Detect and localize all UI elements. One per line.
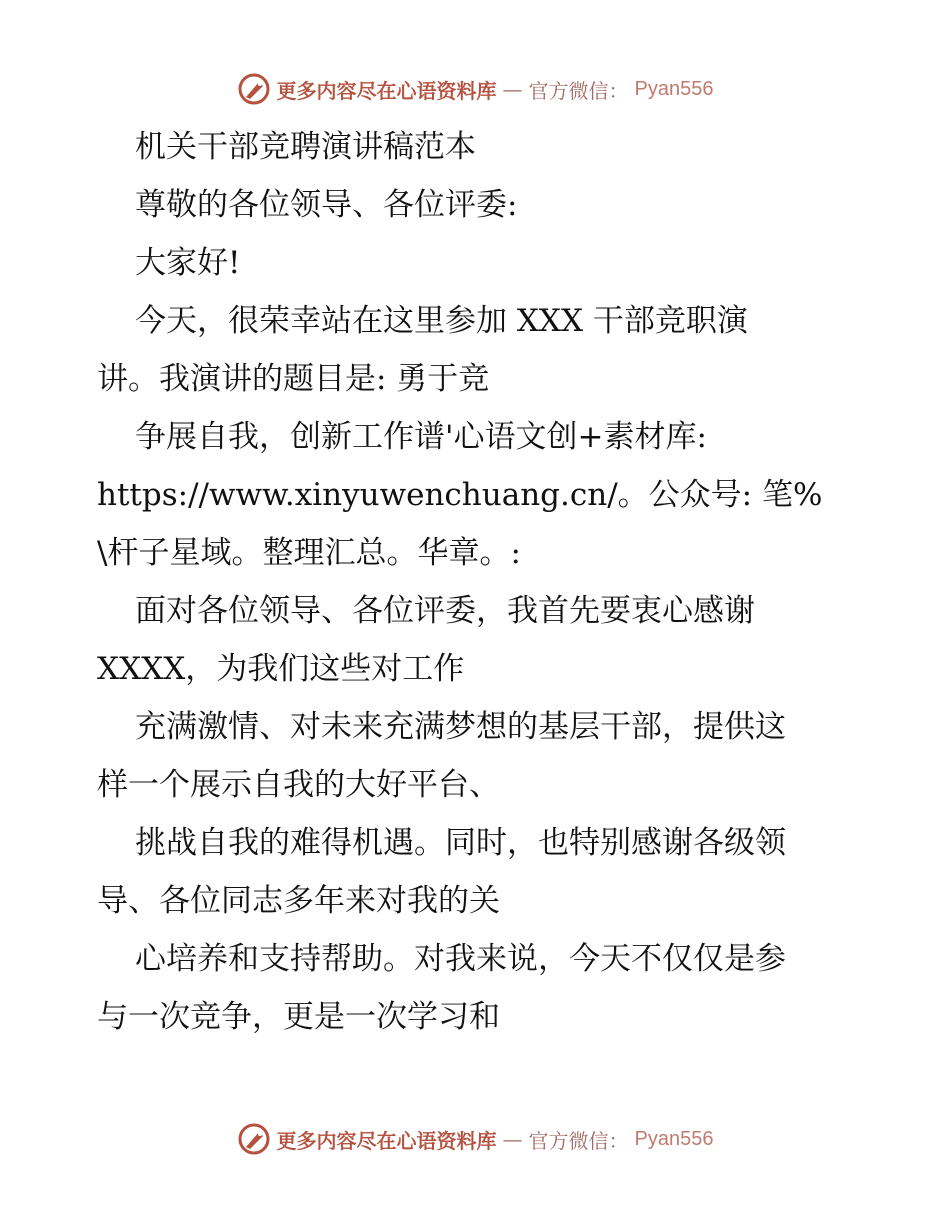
footer-watermark (0, 1122, 950, 1156)
watermark-separator: — (502, 77, 523, 101)
document-body (97, 118, 887, 1046)
document-title: 机关干部竞聘演讲稿范本 (135, 129, 476, 165)
paragraph-line: 争展自我，创新工作谱'心语文创+素材库: (135, 419, 707, 455)
paragraph-line: XXXX，为我们这些对工作 (97, 651, 465, 687)
pen-logo-icon (237, 1122, 271, 1156)
salutation: 尊敬的各位领导、各位评委: (135, 187, 518, 223)
paragraph-line: 导、各位同志多年来对我的关 (97, 883, 500, 919)
greeting: 大家好! (135, 245, 241, 281)
paragraph-line: 心培养和支持帮助。对我来说，今天不仅仅是参 (135, 941, 786, 977)
paragraph-line: 充满激情、对未来充满梦想的基层干部，提供这 (135, 709, 786, 745)
paragraph-line: 讲。我演讲的题目是: 勇于竞 (97, 361, 490, 397)
watermark-separator: — (502, 1127, 523, 1151)
watermark-wechat-label: 官方微信： (528, 1128, 629, 1153)
paragraph-line: \杆子星域。整理汇总。华章。: (97, 535, 521, 571)
watermark-wechat-id: Pyan556 (634, 77, 714, 100)
paragraph-line-url: https://www.xinyuwenchuang.cn/。公众号: 笔% (97, 477, 823, 513)
watermark-wechat-label: 官方微信： (528, 78, 629, 103)
paragraph-line: 今天，很荣幸站在这里参加 XXX 干部竞职演 (135, 303, 748, 339)
paragraph-line: 面对各位领导、各位评委，我首先要衷心感谢 (135, 593, 755, 629)
paragraph-line: 与一次竞争，更是一次学习和 (97, 999, 500, 1035)
paragraph-line: 样一个展示自我的大好平台、 (97, 767, 500, 803)
watermark-main-text: 更多内容尽在心语资料库 (276, 78, 497, 103)
watermark-main-text: 更多内容尽在心语资料库 (276, 1128, 497, 1153)
header-watermark (0, 72, 950, 106)
watermark-wechat-id: Pyan556 (634, 1127, 714, 1150)
pen-logo-icon (237, 72, 271, 106)
paragraph-line: 挑战自我的难得机遇。同时，也特别感谢各级领 (135, 825, 786, 861)
